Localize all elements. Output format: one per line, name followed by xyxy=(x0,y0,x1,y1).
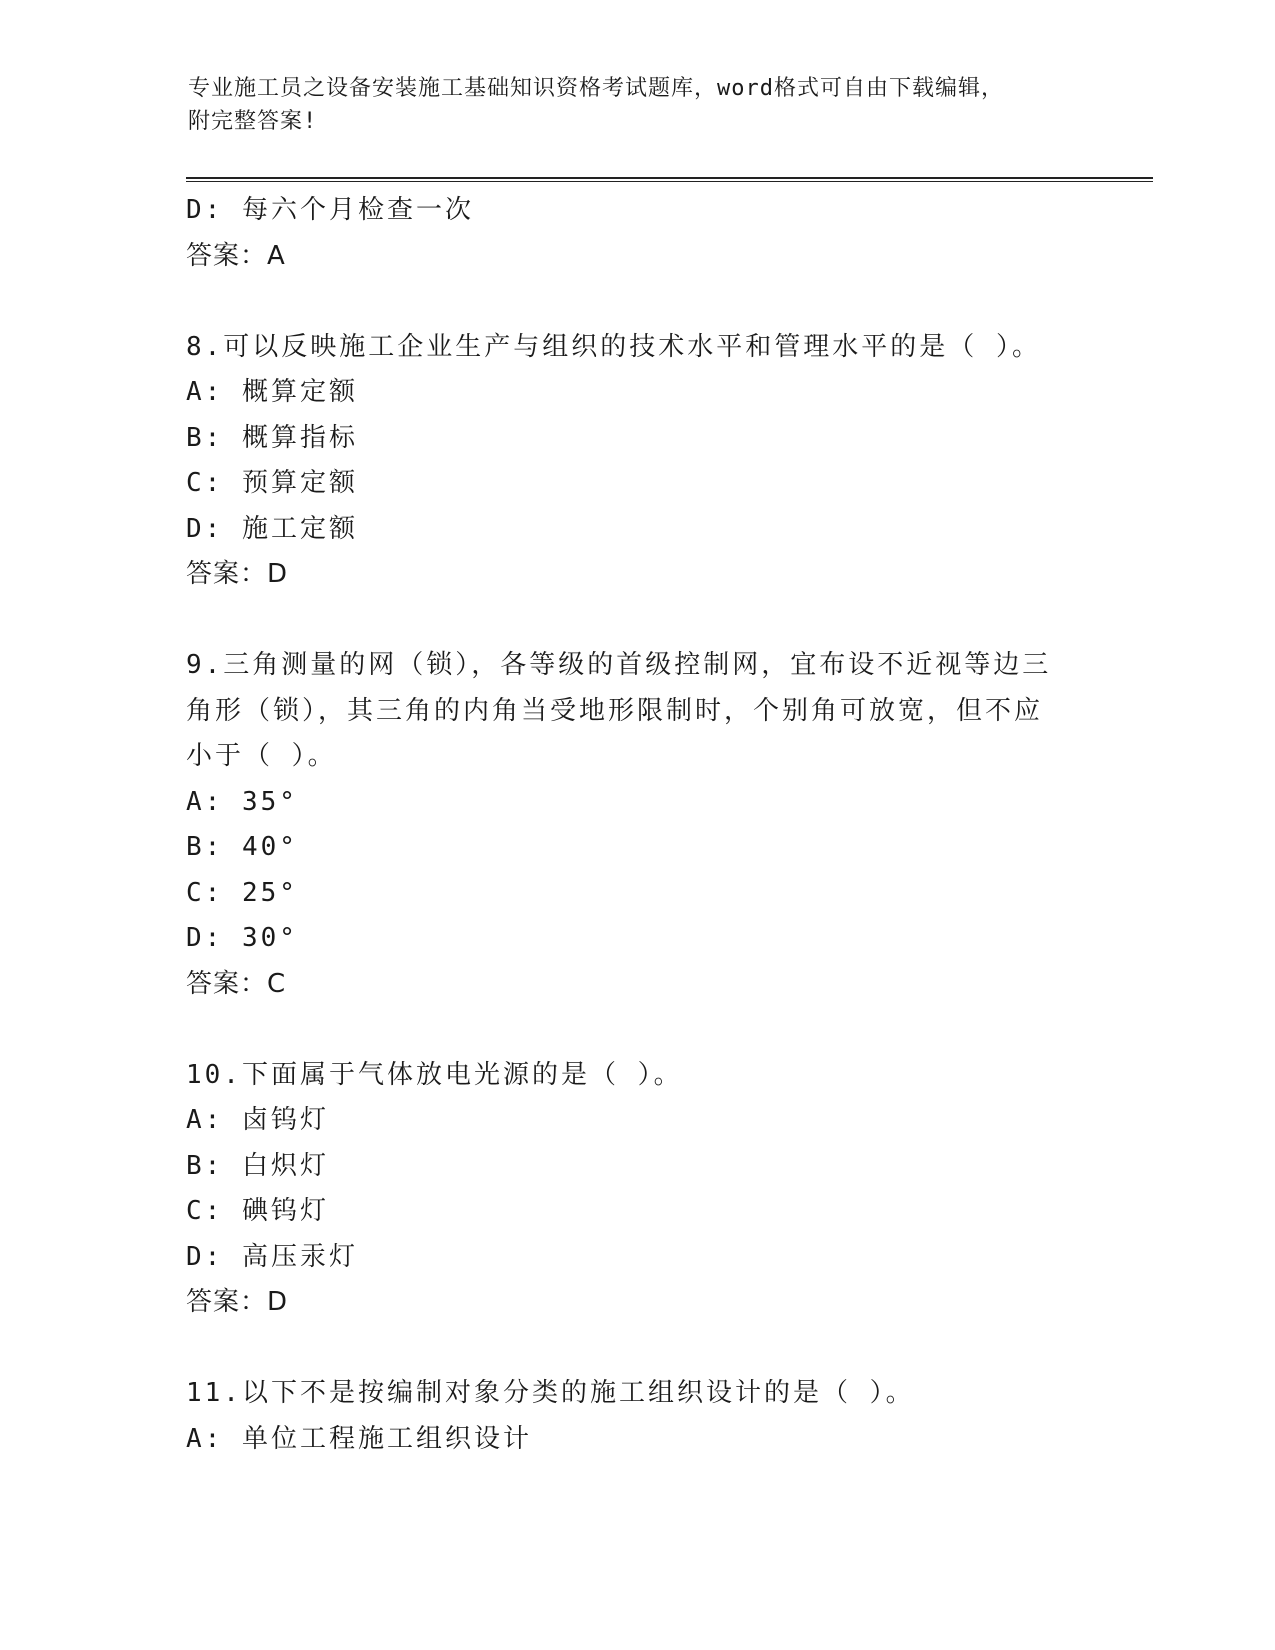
q9-answer: 答案：C xyxy=(186,968,287,999)
q11-option-a: A: 单位工程施工组织设计 xyxy=(186,1423,532,1454)
q9-option-a: A: 35° xyxy=(186,786,298,817)
q10-option-c: C: 碘钨灯 xyxy=(186,1196,329,1226)
q8-option-c: C: 预算定额 xyxy=(186,468,358,498)
page-header xyxy=(188,72,1088,138)
header-line-1: 专业施工员之设备安装施工基础知识资格考试题库，word格式可自由下载编辑， xyxy=(188,76,1004,101)
header-line-2: 附完整答案! xyxy=(188,109,318,134)
q8-option-b: B: 概算指标 xyxy=(186,422,358,453)
header-divider xyxy=(186,177,1153,179)
prev-answer: 答案：A xyxy=(186,240,286,271)
spacer xyxy=(186,1326,1076,1372)
prev-option-d: D: 每六个月检查一次 xyxy=(186,195,474,225)
q8-option-d: D: 施工定额 xyxy=(186,513,358,544)
header-divider-thin xyxy=(186,181,1153,182)
q8-stem: 8.可以反映施工企业生产与组织的技术水平和管理水平的是（ ）。 xyxy=(186,331,1041,362)
q9-option-b: B: 40° xyxy=(186,832,298,862)
q9-stem-line-2: 角形（锁），其三角的内角当受地形限制时，个别角可放宽，但不应 xyxy=(186,695,1044,726)
question-list xyxy=(186,188,1076,1462)
q10-option-b: B: 白炽灯 xyxy=(186,1150,329,1181)
q9-option-c: C: 25° xyxy=(186,877,298,908)
spacer xyxy=(186,279,1076,325)
q11-stem: 11.以下不是按编制对象分类的施工组织设计的是（ ）。 xyxy=(186,1378,915,1408)
q10-option-d: D: 高压汞灯 xyxy=(186,1241,358,1272)
q10-answer: 答案：D xyxy=(186,1287,289,1317)
spacer xyxy=(186,598,1076,644)
q9-stem-line-3: 小于（ ）。 xyxy=(186,741,337,771)
q8-option-a: A: 概算定额 xyxy=(186,377,358,407)
q10-stem: 10.下面属于气体放电光源的是（ ）。 xyxy=(186,1059,683,1090)
q10-option-a: A: 卤钨灯 xyxy=(186,1105,329,1135)
q9-stem-line-1: 9.三角测量的网（锁），各等级的首级控制网，宜布设不近视等边三 xyxy=(186,650,1052,680)
spacer xyxy=(186,1007,1076,1053)
q9-option-d: D: 30° xyxy=(186,923,298,953)
q8-answer: 答案：D xyxy=(186,559,289,589)
